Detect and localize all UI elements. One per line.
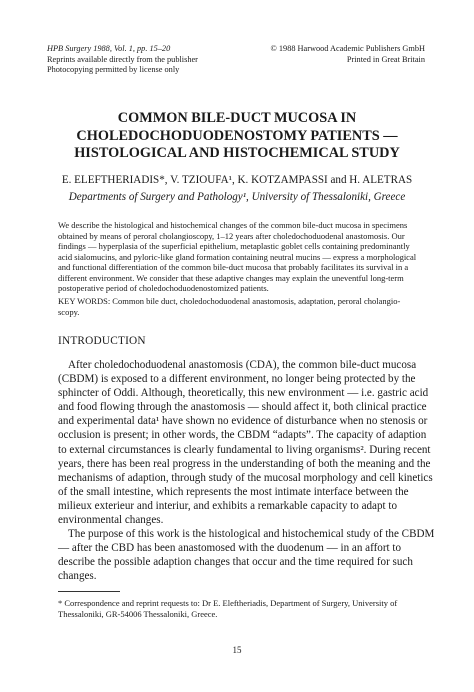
body-line: of the small intestine, which represents the most intimate interface between the <box>58 485 409 498</box>
body-line: (CBDM) is exposed to a different environment, no longer being protected by the <box>58 373 416 386</box>
citation-line: Reprints available directly from the publisher <box>47 54 198 64</box>
abstract-line: We describe the histological and histochemical changes of the common bile-duct mucosa in specimens <box>58 220 408 230</box>
keywords-line: scopy. <box>58 306 80 317</box>
body-line: — after the CBD has been anastomosed with the duodenum — in an affort to <box>58 542 402 555</box>
body-line: sphincter of Oddi. Although, theoretically, this new environment — i.e. gastric acid <box>58 387 429 400</box>
citation-line: HPB Surgery 1988, Vol. 1, pp. 15–20 <box>47 44 171 53</box>
abstract-line: and functional differentiation of the common bile-duct mucosa that probably facilitates its survival in a <box>58 262 409 272</box>
abstract-line: postoperative period of choledochoduodenostomized patients. <box>58 283 269 293</box>
abstract <box>58 220 424 294</box>
abstract-line: acid sialomucins, and pyloric-like gland formation containing neutral mucins — express a morphological <box>58 251 417 262</box>
publisher-notice <box>271 44 425 65</box>
body-line: and experimental data¹ have shown no evidence of disturbance when no stenosis or <box>58 415 428 428</box>
keywords-line: KEY WORDS: Common bile duct, choledochoduodenal anastomosis, adaptation, peroral cholangio- <box>58 296 401 306</box>
affiliation: Departments of Surgery and Pathology¹, University of Thessaloniki, Greece <box>68 191 406 203</box>
author-list: E. ELEFTHERIADIS*, V. TZIOUFA¹, K. KOTZAMPASSI and H. ALETRAS <box>61 174 413 186</box>
title-line: HISTOLOGICAL AND HISTOCHEMICAL STUDY <box>74 145 400 162</box>
abstract-line: different environment. We consider that these adaptive changes may explain the uneventful long-term <box>58 272 404 283</box>
body-line: years, there has been real progress in the understanding of both the meaning and the <box>58 457 431 470</box>
body-line: The purpose of this work is the histological and histochemical study of the CBDM <box>68 528 435 541</box>
footnote <box>58 598 424 619</box>
title-line: COMMON BILE-DUCT MUCOSA IN <box>117 110 357 126</box>
body-line: and food flowing through the anastomosis — should affect it, both clinical practice <box>58 401 427 414</box>
body-line: After choledochoduodenal anastomosis (CDA), the common bile-duct mucosa <box>68 359 417 371</box>
footnote-divider <box>58 591 120 592</box>
section-heading: INTRODUCTION <box>58 335 146 347</box>
body-line: describe the possible adaption changes that occur and the time required for such <box>58 556 413 569</box>
body-line: changes. <box>58 570 97 583</box>
article-title <box>40 110 434 163</box>
body-line: milieux exterieur and interiur, and exhibits a remarkable capacity to adapt to <box>58 499 398 512</box>
footnote-line: * Correspondence and reprint requests to: Dr E. Eleftheriadis, Department of Surgery, University of <box>58 598 398 608</box>
abstract-line: findings — hyperplasia of the superficial epithelium, metaplastic goblet cells containing predominantly <box>58 241 410 251</box>
page-number: 15 <box>232 645 242 655</box>
printed-in-line: Printed in Great Britain <box>346 54 425 64</box>
title-line: CHOLEDOCHODUODENOSTOMY PATIENTS — <box>76 127 398 144</box>
footnote-line: Thessaloniki, GR-54006 Thessaloniki, Greece. <box>58 608 218 619</box>
abstract-line: obtained by means of peroral cholangioscopy, 1–12 years after choledochoduodenal anastomosis. Our <box>58 230 405 241</box>
body-line: environmental changes. <box>58 514 164 527</box>
body-line: mechanisms of adaption, through study of the mucosal morphology and cell kinetics <box>58 471 433 484</box>
body-line: to external circumstances is clearly fundamental to living organisms². During recent <box>58 443 431 456</box>
journal-citation <box>47 44 198 76</box>
body-text <box>58 358 435 584</box>
copyright-line: © 1988 Harwood Academic Publishers GmbH <box>270 44 425 53</box>
body-line: occlusion is present; in other words, the CBDM “adapts”. The capacity of adaption <box>58 429 427 442</box>
keywords <box>58 296 424 317</box>
citation-line: Photocopying permitted by license only <box>47 65 180 75</box>
